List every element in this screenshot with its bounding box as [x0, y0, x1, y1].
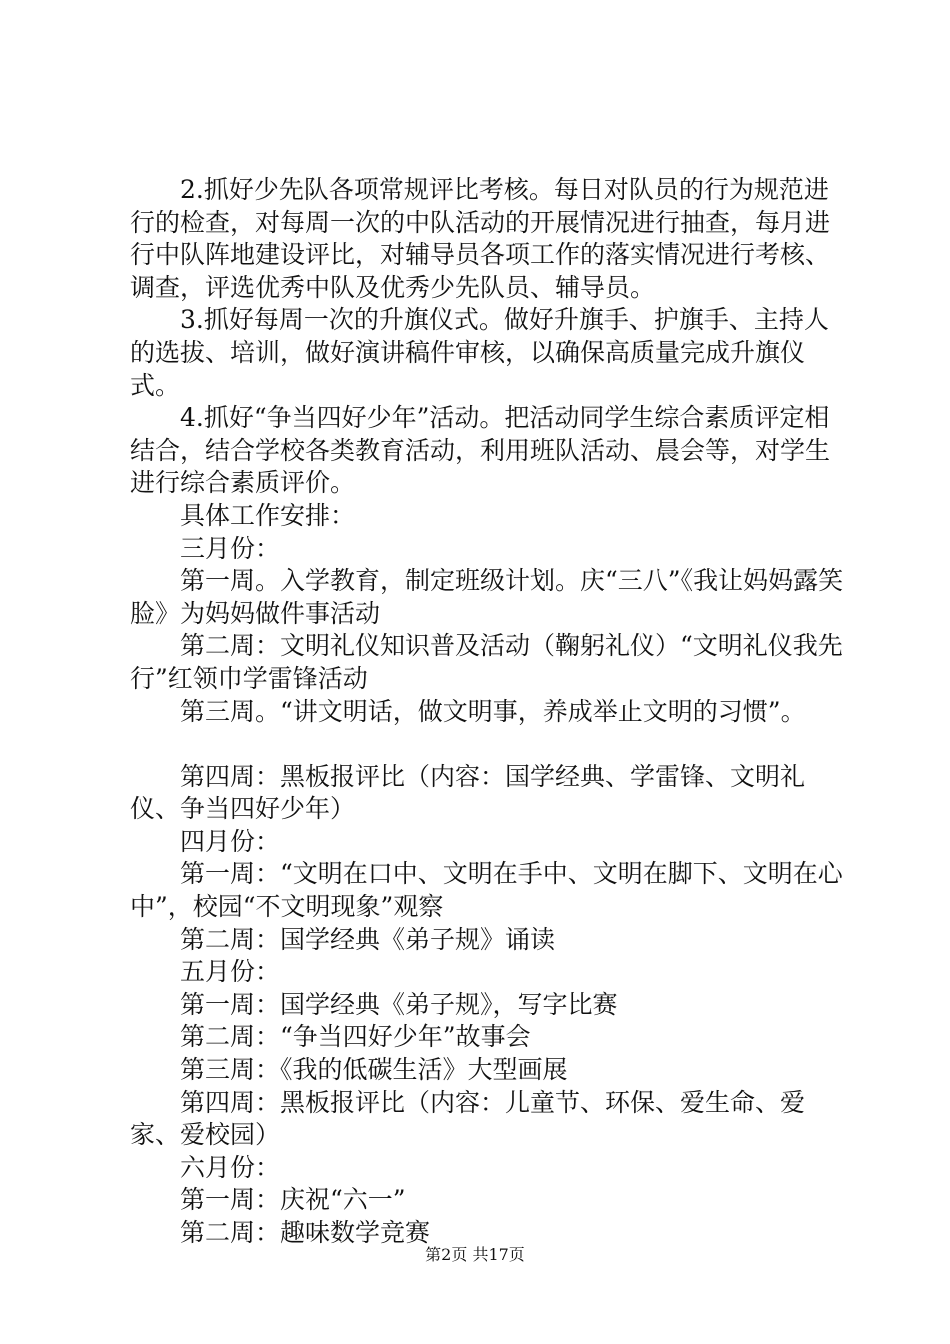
paragraph-3: 4.抓好“争当四好少年”活动。把活动同学生综合素质评定相结合，结合学校各类教育活动，利用班队活动、晨会等，对学生进行综合素质评价。 — [130, 403, 831, 498]
march-week-4: 第四周：黑板报评比（内容：国学经典、学雷锋、文明礼仪、争当四好少年） — [130, 761, 806, 824]
march-week-2: 第二周：文明礼仪知识普及活动（鞠躬礼仪）“文明礼仪我先行”红领巾学雷锋活动 — [130, 631, 843, 693]
april-week-2: 第二周：国学经典《弟子规》诵读 — [180, 924, 556, 954]
may-week-1: 第一周：国学经典《弟子规》，写字比赛 — [180, 989, 618, 1019]
paragraph-1: 2.抓好少先队各项常规评比考核。每日对队员的行为规范进行的检查，对每周一次的中队活动的开展情况进行抽查，每月进行中队阵地建设评比，对辅导员各项工作的落实情况进行考核、调查，评选优秀中队及优秀少先队员、辅导员。 — [130, 175, 831, 302]
month-may: 五月份： — [180, 957, 281, 987]
month-june: 六月份： — [180, 1152, 281, 1182]
june-week-2: 第二周：趣味数学竞赛 — [180, 1218, 431, 1247]
month-april: 四月份： — [180, 826, 281, 856]
blank-line — [130, 728, 850, 761]
month-march: 三月份： — [180, 533, 281, 563]
april-week-1: 第一周：“文明在口中、文明在手中、文明在脚下、文明在心中”，校园“不文明现象”观察 — [130, 859, 843, 922]
paragraph-2: 3.抓好每周一次的升旗仪式。做好升旗手、护旗手、主持人的选拔、培训，做好演讲稿件审核，以确保高质量完成升旗仪式。 — [130, 305, 829, 400]
document-body — [130, 174, 850, 1250]
march-week-1: 第一周。入学教育，制定班级计划。庆“三八”《我让妈妈露笑脸》为妈妈做件事活动 — [130, 566, 844, 628]
march-week-3: 第三周。“讲文明话，做文明事，养成举止文明的习惯”。 — [180, 696, 806, 726]
may-week-3: 第三周：《我的低碳生活》大型画展 — [180, 1055, 568, 1085]
schedule-heading: 具体工作安排： — [180, 500, 356, 530]
may-week-2: 第二周：“争当四好少年”故事会 — [180, 1022, 531, 1052]
page-footer: 第2页 共17页 — [425, 1245, 525, 1264]
june-week-1: 第一周：庆祝“六一” — [180, 1185, 406, 1215]
may-week-4: 第四周：黑板报评比（内容：儿童节、环保、爱生命、爱家、爱校园） — [130, 1087, 806, 1150]
